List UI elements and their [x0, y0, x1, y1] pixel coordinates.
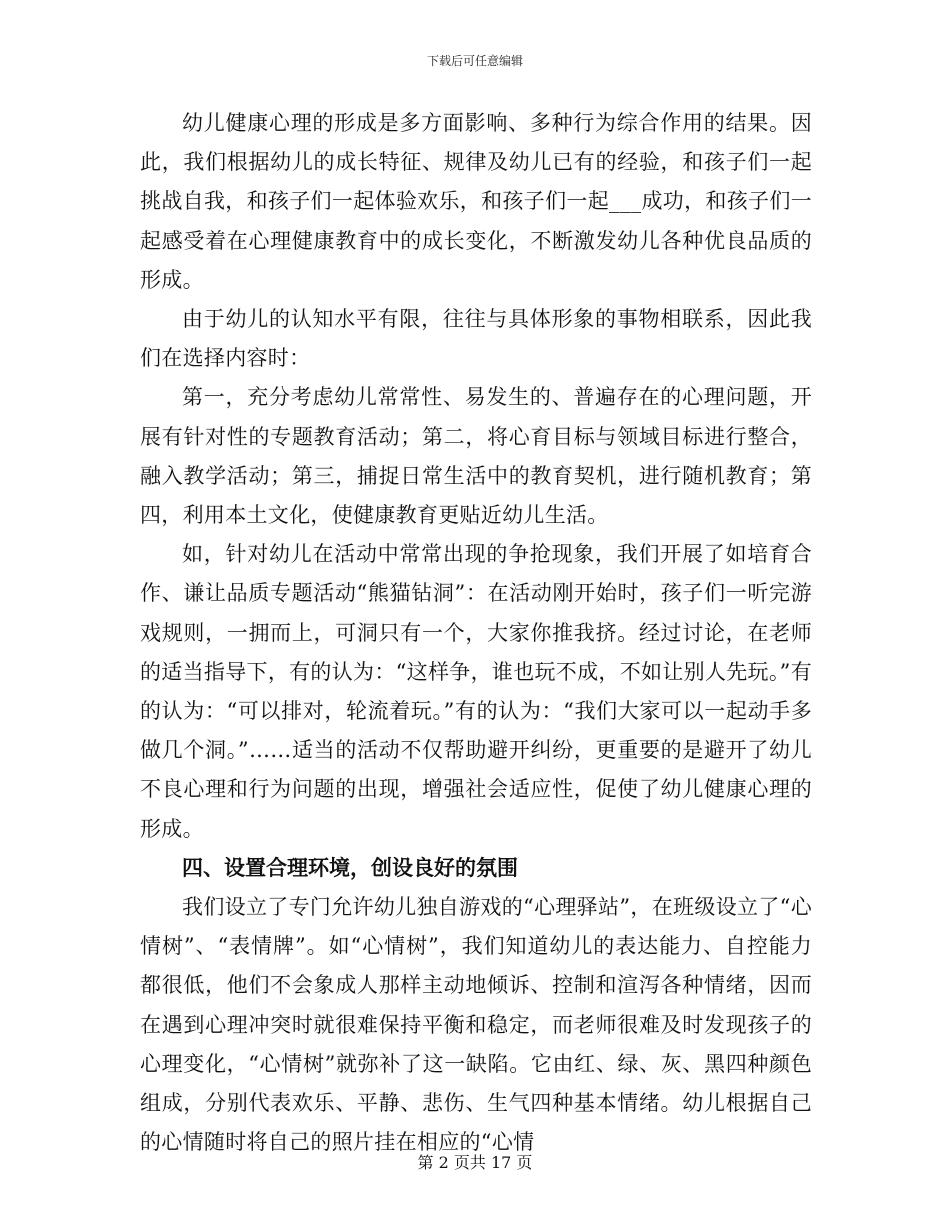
paragraph-5: 我们设立了专门允许幼儿独自游戏的“心理驿站”，在班级设立了“心情树”、“表情牌”。如“心情树”，我们知道幼儿的表达能力、自控能力都很低，他们不会象成人那样主动地倾诉、控制和渲泻各种情绪，因而在遇到心理冲突时就很难保持平衡和稳定，而老师很难及时发现孩子的心理变化，“心情树”就弥补了这一缺陷。它由红、绿、灰、黑四种颜色组成，分别代表欢乐、平静、悲伤、生气四种基本情绪。幼儿根据自己的心情随时将自己的照片挂在相应的“心情	[140, 895, 812, 1155]
document-body	[140, 104, 812, 1162]
section-heading: 四、设置合理环境，创设良好的氛围	[182, 855, 518, 880]
page-number: 第 2 页共 17 页	[417, 1153, 533, 1172]
paragraph-2: 由于幼儿的认知水平有限，往往与具体形象的事物相联系，因此我们在选择内容时：	[140, 307, 812, 371]
paragraph-4: 如，针对幼儿在活动中常常出现的争抢现象，我们开展了如培育合作、谦让品质专题活动“熊猫钻洞”：在活动刚开始时，孩子们一听完游戏规则，一拥而上，可洞只有一个，大家你推我挤。经过讨论，在老师的适当指导下，有的认为：“这样争，谁也玩不成，不如让别人先玩。”有的认为：“可以排对，轮流着玩。”有的认为：“我们大家可以一起动手多做几个洞。”……适当的活动不仅帮助避开纠纷，更重要的是避开了幼儿不良心理和行为问题的出现，增强社会适应性，促使了幼儿健康心理的形成。	[140, 542, 812, 841]
paragraph-1: 幼儿健康心理的形成是多方面影响、多种行为综合作用的结果。因此，我们根据幼儿的成长特征、规律及幼儿已有的经验，和孩子们一起挑战自我，和孩子们一起体验欢乐，和孩子们一起___成功，和孩子们一起感受着在心理健康教育中的成长变化，不断激发幼儿各种优良品质的形成。	[140, 111, 812, 292]
page-header: 下载后可任意编辑	[426, 54, 523, 68]
paragraph-3: 第一，充分考虑幼儿常常性、易发生的、普遍存在的心理问题，开展有针对性的专题教育活动；第二，将心育目标与领域目标进行整合，融入教学活动；第三，捕捉日常生活中的教育契机，进行随机教育；第四，利用本土文化，使健康教育更贴近幼儿生活。	[140, 385, 812, 528]
